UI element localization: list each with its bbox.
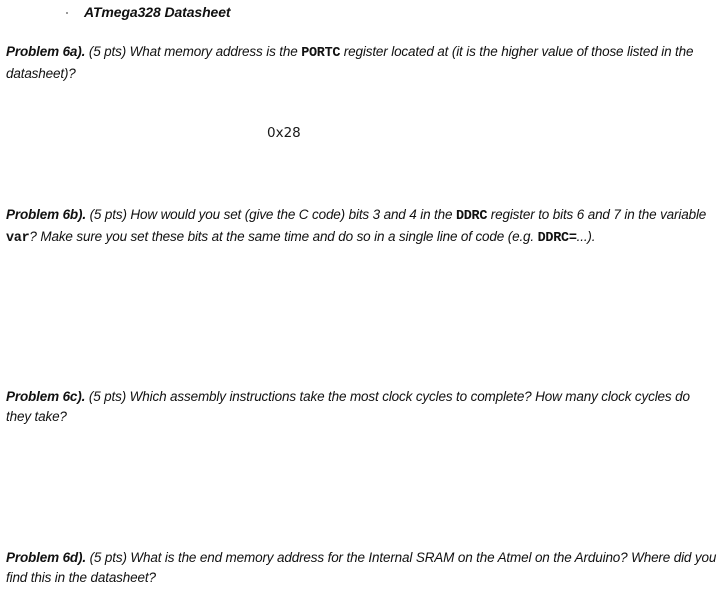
problem-6a	[6, 42, 718, 84]
problem-text: What memory address is the	[129, 44, 302, 59]
problem-text: Which assembly instructions take the most clock cycles to complete? How many clock cycles do they take?	[6, 389, 690, 424]
problem-6d	[6, 548, 718, 588]
problem-label: Problem 6b).	[6, 207, 86, 222]
title-bullet-mark	[66, 12, 68, 14]
problem-text: register to bits 6 and 7 in the variable	[487, 207, 707, 222]
example-code: DDRC=	[537, 231, 577, 246]
problem-points: (5 pts)	[89, 550, 127, 565]
problem-points: (5 pts)	[88, 44, 127, 59]
variable-name-code: var	[6, 231, 30, 246]
problem-points: (5 pts)	[89, 207, 127, 222]
problem-label: Problem 6c).	[6, 389, 86, 404]
register-name-code: PORTC	[301, 46, 341, 61]
problem-text: ? Make sure you set these bits at the same time and do so in a single line of code (e.g.	[29, 229, 538, 244]
page-title: ATmega328 Datasheet	[84, 4, 231, 20]
problem-label: Problem 6a).	[6, 44, 86, 59]
problem-text: ...).	[576, 229, 596, 244]
problem-6b	[6, 205, 718, 249]
problem-6c	[6, 387, 718, 427]
problem-text: How would you set (give the C code) bits 3 and 4 in the	[130, 207, 456, 222]
problem-points: (5 pts)	[88, 389, 127, 404]
problem-label: Problem 6d).	[6, 550, 86, 565]
problem-text: register located at (it is the higher value of those listed in the datasheet)?	[6, 44, 694, 81]
problem-text: What is the end memory address for the Internal SRAM on the Atmel on the Arduino? Where did you find this in the datasheet?	[6, 550, 717, 585]
register-name-code: DDRC	[455, 209, 488, 224]
answer-6a: 0x28	[267, 125, 301, 141]
